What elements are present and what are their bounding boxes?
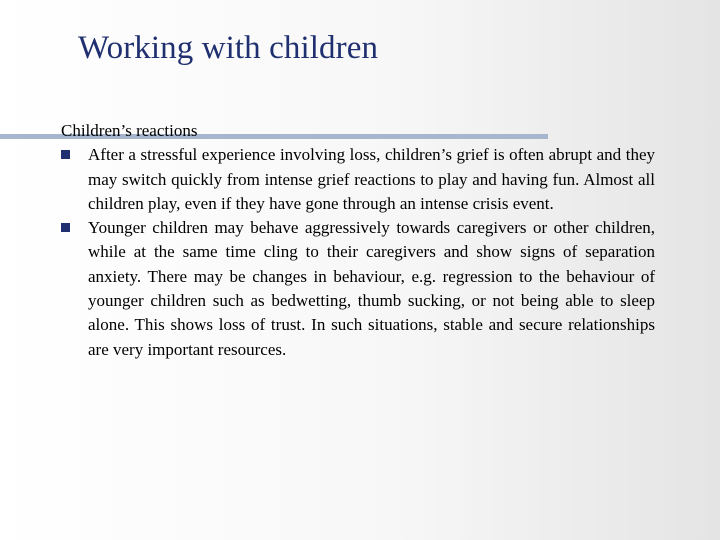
square-bullet-icon (61, 223, 70, 232)
subheading: Children’s reactions (61, 121, 198, 140)
bullet-text: Younger children may behave aggressively towards caregivers or other children, while at the same time cling to their caregivers and show signs of separation anxiety. There may be changes in behaviour, e.g. regression to the behaviour of younger children such as bedwetting, thumb sucking, or not being able to sleep alone. This shows loss of trust. In such situations, stable and secure relationships are very important resources. (88, 218, 655, 359)
bullet-list (61, 143, 655, 362)
slide-title: Working with children (78, 30, 379, 66)
bullet-text: After a stressful experience involving loss, children’s grief is often abrupt and they may switch quickly from intense grief reactions to play and having fun. Almost all children play, even if they have gone through an intense crisis event. (88, 145, 655, 213)
square-bullet-icon (61, 150, 70, 159)
slide-content (61, 119, 655, 362)
bullet-item (61, 216, 655, 362)
bullet-item (61, 143, 655, 216)
